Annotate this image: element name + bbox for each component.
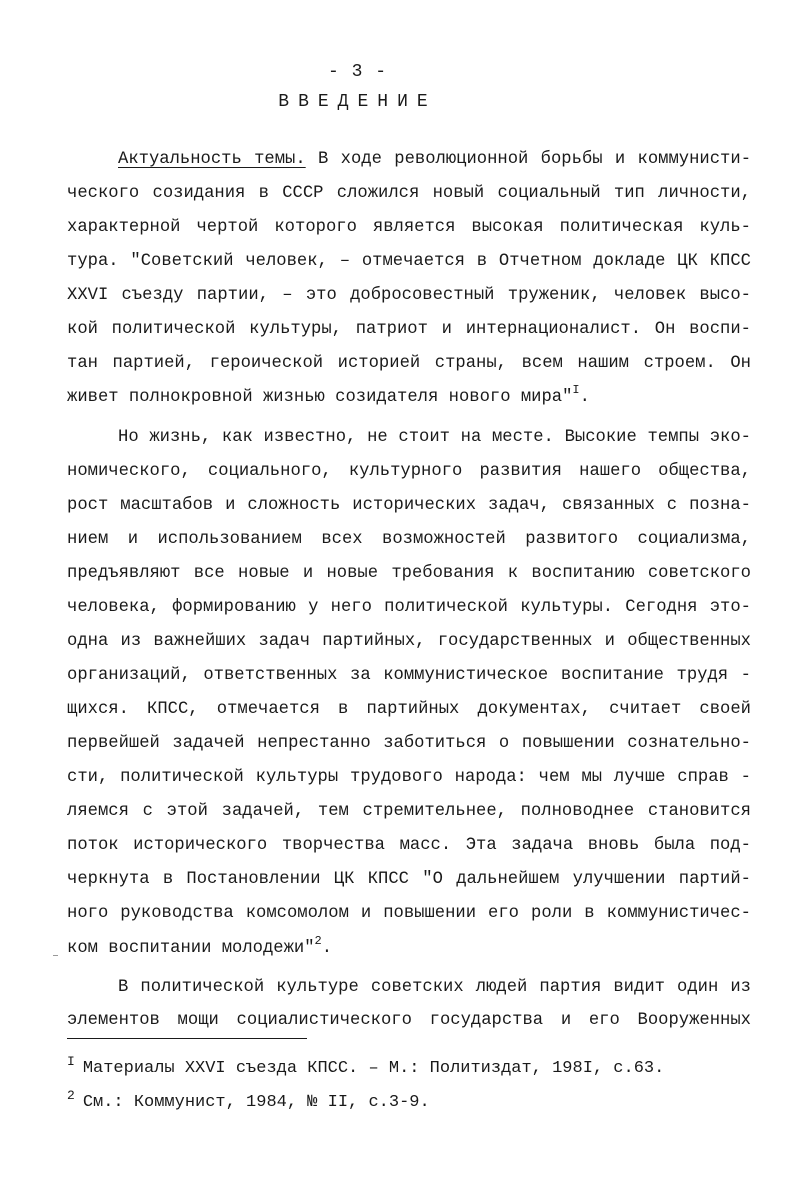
margin-mark — [53, 955, 58, 956]
topic-relevance-lead: Актуальность темы. — [118, 150, 306, 169]
paragraph-2-line-11: сти, политической культуры трудового народа: чем мы лучше справ - — [67, 768, 751, 787]
paragraph-2-line-6: человека, формированию у него политической культуры. Сегодня это- — [67, 598, 751, 617]
paragraph-1-line-8: живет полнокровной жизнью созидателя нового мира"$^I$. — [67, 383, 590, 407]
footnote-2-mark: 2 — [67, 1088, 75, 1103]
page-number: - 3 - — [327, 62, 387, 82]
paragraph-1-line-2: ческого созидания в СССР сложился новый социальный тип личности, — [67, 184, 751, 203]
paragraph-1-line-7: тан партией, героической историей страны, всем нашим строем. Он — [67, 354, 751, 373]
footnote-2 — [67, 1084, 430, 1115]
footnote-ref-2: 2 — [314, 934, 322, 948]
footnote-1-mark: I — [67, 1054, 75, 1069]
paragraph-1-line-1: Актуальность темы. В ходе революционной борьбы и коммунисти- — [118, 150, 752, 169]
section-heading: ВВЕДЕНИЕ — [278, 92, 437, 112]
paragraph-3-line-2: элементов мощи социалистического государства и его Вооруженных — [67, 1011, 751, 1030]
paragraph-2-line-16: ком воспитании молодежи"$^2$. — [67, 934, 333, 958]
paragraph-1-line-5: XXVI съезду партии, – это добросовестный труженик, человек высо- — [67, 286, 751, 305]
paragraph-2-line-1: Но жизнь, как известно, не стоит на месте. Высокие темпы эко- — [118, 428, 751, 447]
paragraph-2-line-12: ляемся с этой задачей, тем стремительнее, полноводнее становится — [67, 802, 751, 821]
footnote-separator — [67, 1038, 307, 1039]
paragraph-2-line-7: одна из важнейших задач партийных, государственных и общественных — [67, 632, 751, 651]
paragraph-2-line-9: щихся. КПСС, отмечается в партийных документах, считает своей — [67, 700, 751, 719]
footnote-1-text: Материалы XXVI съезда КПСС. – М.: Политиздат, 198I, с.63. — [82, 1059, 665, 1078]
footnote-1 — [67, 1050, 664, 1081]
paragraph-2-line-14: черкнута в Постановлении ЦК КПСС "О дальнейшем улучшении партий- — [67, 870, 751, 889]
paragraph-2-line-15: ного руководства комсомолом и повышении его роли в коммунистичес- — [67, 904, 751, 923]
paragraph-2-line-5: предъявляют все новые и новые требования к воспитанию советского — [67, 564, 751, 583]
paragraph-1-line-3: характерной чертой которого является высокая политическая куль- — [67, 218, 751, 237]
paragraph-2-line-3: рост масштабов и сложность исторических задач, связанных с позна- — [67, 496, 751, 515]
paragraph-1-line-6: кой политической культуры, патриот и интернационалист. Он воспи- — [67, 320, 751, 339]
paragraph-2-line-2: номического, социального, культурного развития нашего общества, — [67, 462, 751, 481]
paragraph-2-line-10: первейшей задачей непрестанно заботиться о повышении сознательно- — [67, 734, 751, 753]
footnote-2-text: См.: Коммунист, 1984, № II, с.3-9. — [82, 1093, 430, 1112]
paragraph-2-line-8: организаций, ответственных за коммунистическое воспитание трудя - — [67, 666, 751, 685]
paragraph-2-line-13: поток исторического творчества масс. Эта задача вновь была под- — [67, 836, 751, 855]
paragraph-3-line-1: В политической культуре советских людей партия видит один из — [118, 978, 751, 997]
footnote-ref-1: I — [572, 383, 580, 397]
paragraph-1-line-4: тура. "Советский человек, – отмечается в Отчетном докладе ЦК КПСС — [67, 252, 751, 271]
paragraph-2-line-4: нием и использованием всех возможностей развитого социализма, — [67, 530, 751, 549]
